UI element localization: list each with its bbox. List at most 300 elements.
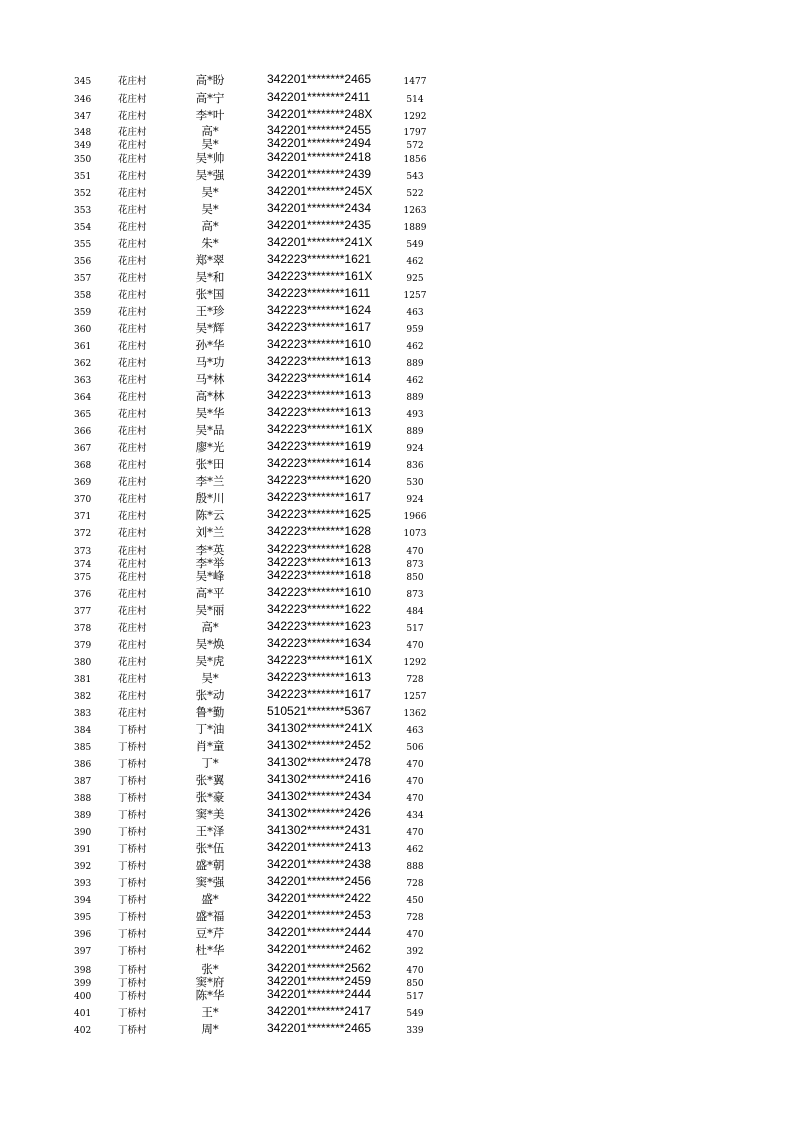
row-number: 400: [74, 992, 92, 1002]
amount-value: 470: [406, 641, 424, 651]
amount-value: 1889: [403, 223, 427, 233]
id-number: 342201********2422: [267, 891, 372, 905]
table-row: [0, 389, 793, 405]
village-name: 花庄村: [118, 443, 147, 454]
amount-value: 549: [406, 1009, 424, 1019]
person-name: 吴*强: [195, 168, 225, 182]
person-name: 肖*童: [195, 739, 225, 753]
table-row: [0, 586, 793, 602]
village-name: 花庄村: [118, 606, 147, 617]
person-name: 张*翼: [195, 773, 225, 787]
village-name: 花庄村: [118, 375, 147, 386]
id-number: 342223********1617: [267, 687, 372, 701]
village-name: 花庄村: [118, 307, 147, 318]
village-name: 丁桥村: [118, 946, 147, 957]
row-number: 370: [74, 495, 92, 505]
person-name: 刘*兰: [195, 525, 225, 539]
id-number: 342201********2456: [267, 874, 372, 888]
id-number: 342201********2435: [267, 218, 372, 232]
person-name: 盛*福: [195, 909, 225, 923]
village-name: 花庄村: [118, 392, 147, 403]
amount-value: 728: [406, 675, 424, 685]
row-number: 349: [74, 141, 92, 151]
row-number: 385: [74, 743, 92, 753]
person-name: 李*英: [195, 543, 225, 557]
row-number: 383: [74, 709, 92, 719]
person-name: 吴*帅: [195, 151, 225, 165]
id-number: 342223********1617: [267, 490, 372, 504]
village-name: 花庄村: [118, 341, 147, 352]
table-row: [0, 637, 793, 653]
table-row: [0, 440, 793, 456]
row-number: 361: [74, 342, 92, 352]
table-row: [0, 270, 793, 286]
village-name: 丁桥村: [118, 844, 147, 855]
id-number: 342201********248X: [267, 107, 373, 121]
village-name: 花庄村: [118, 528, 147, 539]
village-name: 丁桥村: [118, 759, 147, 770]
village-name: 花庄村: [118, 171, 147, 182]
row-number: 364: [74, 393, 92, 403]
person-name: 杜*华: [195, 943, 225, 957]
person-name: 吴*丽: [195, 603, 225, 617]
amount-value: 470: [406, 777, 424, 787]
table-row: [0, 569, 793, 585]
id-number: 342223********1622: [267, 602, 372, 616]
village-name: 花庄村: [118, 674, 147, 685]
village-name: 丁桥村: [118, 827, 147, 838]
row-number: 365: [74, 410, 92, 420]
row-number: 402: [74, 1026, 92, 1036]
amount-value: 450: [406, 896, 424, 906]
amount-value: 462: [406, 257, 424, 267]
village-name: 花庄村: [118, 358, 147, 369]
amount-value: 484: [406, 607, 424, 617]
row-number: 369: [74, 478, 92, 488]
table-row: [0, 423, 793, 439]
amount-value: 889: [406, 427, 424, 437]
row-number: 399: [74, 979, 92, 989]
amount-value: 1856: [403, 155, 427, 165]
person-name: 张*伍: [195, 841, 225, 855]
amount-value: 1292: [403, 658, 427, 668]
amount-value: 889: [406, 359, 424, 369]
person-name: 高*林: [195, 389, 225, 403]
row-number: 379: [74, 641, 92, 651]
person-name: 陈*云: [195, 508, 225, 522]
table-row: [0, 1005, 793, 1021]
village-name: 丁桥村: [118, 929, 147, 940]
amount-value: 543: [406, 172, 424, 182]
person-name: 吴*品: [195, 423, 225, 437]
amount-value: 959: [406, 325, 424, 335]
person-name: 孙*华: [195, 338, 225, 352]
amount-value: 728: [406, 913, 424, 923]
village-name: 花庄村: [118, 140, 147, 151]
amount-value: 1362: [403, 709, 427, 719]
id-number: 342223********1613: [267, 670, 372, 684]
village-name: 花庄村: [118, 477, 147, 488]
table-row: [0, 807, 793, 823]
row-number: 368: [74, 461, 92, 471]
village-name: 丁桥村: [118, 878, 147, 889]
table-row: [0, 892, 793, 908]
row-number: 393: [74, 879, 92, 889]
table-row: [0, 73, 793, 89]
row-number: 396: [74, 930, 92, 940]
table-row: [0, 372, 793, 388]
row-number: 357: [74, 274, 92, 284]
row-number: 363: [74, 376, 92, 386]
row-number: 401: [74, 1009, 92, 1019]
amount-value: 462: [406, 845, 424, 855]
row-number: 389: [74, 811, 92, 821]
amount-value: 873: [406, 560, 424, 570]
id-number: 341302********241X: [267, 721, 373, 735]
person-name: 廖*光: [195, 440, 225, 454]
village-name: 丁桥村: [118, 793, 147, 804]
id-number: 342201********241X: [267, 235, 373, 249]
row-number: 392: [74, 862, 92, 872]
village-name: 花庄村: [118, 494, 147, 505]
village-name: 丁桥村: [118, 1008, 147, 1019]
id-number: 342201********2453: [267, 908, 372, 922]
amount-value: 463: [406, 308, 424, 318]
person-name: 高*宁: [195, 91, 225, 105]
row-number: 378: [74, 624, 92, 634]
id-number: 342223********1610: [267, 337, 372, 351]
amount-value: 850: [406, 573, 424, 583]
id-number: 342223********161X: [267, 422, 373, 436]
table-row: [0, 321, 793, 337]
person-name: 吴*峰: [195, 569, 225, 583]
row-number: 374: [74, 560, 92, 570]
village-name: 花庄村: [118, 290, 147, 301]
village-name: 丁桥村: [118, 965, 147, 976]
amount-value: 888: [406, 862, 424, 872]
table-row: [0, 202, 793, 218]
id-number: 342223********1610: [267, 585, 372, 599]
table-row: [0, 739, 793, 755]
village-name: 花庄村: [118, 589, 147, 600]
person-name: 李*举: [195, 556, 225, 570]
village-name: 花庄村: [118, 239, 147, 250]
person-name: 丁*油: [195, 722, 225, 736]
village-name: 花庄村: [118, 572, 147, 583]
amount-value: 470: [406, 966, 424, 976]
row-number: 381: [74, 675, 92, 685]
table-row: [0, 219, 793, 235]
table-row: [0, 671, 793, 687]
id-number: 342223********1611: [267, 286, 371, 300]
row-number: 380: [74, 658, 92, 668]
table-row: [0, 841, 793, 857]
person-name: 李*兰: [195, 474, 225, 488]
amount-value: 470: [406, 828, 424, 838]
amount-value: 517: [406, 624, 424, 634]
person-name: 鲁*勤: [195, 705, 225, 719]
id-number: 342201********2455: [267, 123, 372, 137]
id-number: 342223********1613: [267, 405, 372, 419]
id-number: 342223********1618: [267, 568, 372, 582]
amount-value: 493: [406, 410, 424, 420]
row-number: 395: [74, 913, 92, 923]
village-name: 花庄村: [118, 511, 147, 522]
amount-value: 463: [406, 726, 424, 736]
id-number: 342223********1628: [267, 542, 372, 556]
table-row: [0, 773, 793, 789]
village-name: 花庄村: [118, 546, 147, 557]
table-row: [0, 705, 793, 721]
village-name: 花庄村: [118, 111, 147, 122]
row-number: 377: [74, 607, 92, 617]
id-number: 342201********2411: [267, 90, 371, 104]
village-name: 丁桥村: [118, 912, 147, 923]
id-number: 342201********2462: [267, 942, 372, 956]
person-name: 张*豪: [195, 790, 225, 804]
person-name: 殷*川: [195, 491, 225, 505]
amount-value: 873: [406, 590, 424, 600]
person-name: 丁*: [201, 756, 219, 770]
table-row: [0, 355, 793, 371]
amount-value: 924: [406, 444, 424, 454]
id-number: 342223********1625: [267, 507, 372, 521]
row-number: 356: [74, 257, 92, 267]
amount-value: 889: [406, 393, 424, 403]
id-number: 342223********1613: [267, 555, 372, 569]
village-name: 花庄村: [118, 222, 147, 233]
id-number: 342223********1613: [267, 388, 372, 402]
row-number: 376: [74, 590, 92, 600]
person-name: 高*平: [195, 586, 225, 600]
table-row: [0, 304, 793, 320]
person-name: 吴*: [201, 137, 219, 151]
amount-value: 1257: [403, 291, 427, 301]
row-number: 388: [74, 794, 92, 804]
id-number: 342223********1614: [267, 456, 372, 470]
row-number: 351: [74, 172, 92, 182]
id-number: 342223********161X: [267, 269, 373, 283]
amount-value: 517: [406, 992, 424, 1002]
person-name: 李*叶: [195, 108, 225, 122]
amount-value: 1477: [403, 77, 427, 87]
id-number: 342201********2417: [267, 1004, 372, 1018]
id-number: 342201********2434: [267, 201, 372, 215]
amount-value: 1073: [403, 529, 427, 539]
id-number: 341302********2416: [267, 772, 372, 786]
person-name: 高*: [201, 620, 219, 634]
village-name: 丁桥村: [118, 725, 147, 736]
person-name: 盛*: [201, 892, 219, 906]
amount-value: 434: [406, 811, 424, 821]
table-row: [0, 151, 793, 167]
table-row: [0, 287, 793, 303]
amount-value: 924: [406, 495, 424, 505]
table-row: [0, 654, 793, 670]
id-number: 341302********2478: [267, 755, 372, 769]
person-name: 吴*和: [195, 270, 225, 284]
row-number: 371: [74, 512, 92, 522]
id-number: 342223********1617: [267, 320, 372, 334]
person-name: 张*国: [195, 287, 225, 301]
row-number: 347: [74, 112, 92, 122]
person-name: 窦*美: [195, 807, 225, 821]
row-number: 348: [74, 128, 92, 138]
person-name: 高*: [201, 219, 219, 233]
id-number: 342201********2465: [267, 1021, 372, 1035]
village-name: 花庄村: [118, 640, 147, 651]
village-name: 丁桥村: [118, 742, 147, 753]
row-number: 382: [74, 692, 92, 702]
amount-value: 522: [406, 189, 424, 199]
row-number: 352: [74, 189, 92, 199]
amount-value: 549: [406, 240, 424, 250]
id-number: 342223********1613: [267, 354, 372, 368]
id-number: 342223********1623: [267, 619, 372, 633]
id-number: 342201********2494: [267, 136, 372, 150]
person-name: 吴*华: [195, 406, 225, 420]
id-number: 342223********1624: [267, 303, 372, 317]
amount-value: 1797: [403, 128, 427, 138]
village-name: 丁桥村: [118, 861, 147, 872]
amount-value: 850: [406, 979, 424, 989]
table-row: [0, 756, 793, 772]
person-name: 窦*强: [195, 875, 225, 889]
id-number: 510521********5367: [267, 704, 372, 718]
row-number: 350: [74, 155, 92, 165]
table-row: [0, 168, 793, 184]
row-number: 358: [74, 291, 92, 301]
table-row: [0, 722, 793, 738]
amount-value: 925: [406, 274, 424, 284]
person-name: 马*林: [195, 372, 225, 386]
id-number: 342201********245X: [267, 184, 373, 198]
table-row: [0, 253, 793, 269]
amount-value: 836: [406, 461, 424, 471]
table-row: [0, 508, 793, 524]
person-name: 吴*: [201, 202, 219, 216]
village-name: 花庄村: [118, 559, 147, 570]
id-number: 341302********2426: [267, 806, 372, 820]
village-name: 丁桥村: [118, 776, 147, 787]
row-number: 353: [74, 206, 92, 216]
id-number: 342223********1628: [267, 524, 372, 538]
village-name: 花庄村: [118, 127, 147, 138]
id-number: 341302********2452: [267, 738, 372, 752]
village-name: 花庄村: [118, 205, 147, 216]
id-number: 342201********2444: [267, 925, 372, 939]
village-name: 丁桥村: [118, 1025, 147, 1036]
amount-value: 470: [406, 547, 424, 557]
person-name: 张*动: [195, 688, 225, 702]
village-name: 丁桥村: [118, 991, 147, 1002]
table-row: [0, 1022, 793, 1038]
table-row: [0, 943, 793, 959]
id-number: 342223********1614: [267, 371, 372, 385]
person-name: 马*功: [195, 355, 225, 369]
village-name: 花庄村: [118, 256, 147, 267]
amount-value: 530: [406, 478, 424, 488]
row-number: 397: [74, 947, 92, 957]
person-name: 吴*焕: [195, 637, 225, 651]
table-row: [0, 858, 793, 874]
person-name: 张*: [201, 962, 219, 976]
table-row: [0, 926, 793, 942]
amount-value: 470: [406, 794, 424, 804]
amount-value: 470: [406, 760, 424, 770]
id-number: 342201********2444: [267, 987, 372, 1001]
table-row: [0, 474, 793, 490]
row-number: 355: [74, 240, 92, 250]
amount-value: 1257: [403, 692, 427, 702]
row-number: 373: [74, 547, 92, 557]
table-row: [0, 457, 793, 473]
id-number: 342201********2439: [267, 167, 372, 181]
id-number: 342201********2413: [267, 840, 372, 854]
row-number: 346: [74, 95, 92, 105]
village-name: 丁桥村: [118, 895, 147, 906]
table-row: [0, 406, 793, 422]
table-row: [0, 790, 793, 806]
id-number: 342223********1619: [267, 439, 372, 453]
person-name: 王*: [201, 1005, 219, 1019]
id-number: 341302********2431: [267, 823, 372, 837]
village-name: 丁桥村: [118, 978, 147, 989]
id-number: 342223********1634: [267, 636, 372, 650]
id-number: 342223********1620: [267, 473, 372, 487]
row-number: 391: [74, 845, 92, 855]
person-name: 豆*芹: [195, 926, 225, 940]
village-name: 花庄村: [118, 691, 147, 702]
person-name: 高*: [201, 124, 219, 138]
person-name: 周*: [201, 1022, 219, 1036]
village-name: 花庄村: [118, 426, 147, 437]
id-number: 342201********2438: [267, 857, 372, 871]
id-number: 342223********1621: [267, 252, 372, 266]
row-number: 394: [74, 896, 92, 906]
village-name: 丁桥村: [118, 810, 147, 821]
row-number: 354: [74, 223, 92, 233]
table-row: [0, 620, 793, 636]
table-row: [0, 688, 793, 704]
amount-value: 1292: [403, 112, 427, 122]
person-name: 张*田: [195, 457, 225, 471]
person-name: 窦*府: [195, 975, 225, 989]
person-name: 朱*: [201, 236, 219, 250]
row-number: 398: [74, 966, 92, 976]
village-name: 花庄村: [118, 657, 147, 668]
village-name: 花庄村: [118, 460, 147, 471]
amount-value: 462: [406, 342, 424, 352]
amount-value: 514: [406, 95, 424, 105]
village-name: 花庄村: [118, 623, 147, 634]
table-row: [0, 824, 793, 840]
row-number: 362: [74, 359, 92, 369]
person-name: 高*盼: [195, 73, 225, 87]
amount-value: 728: [406, 879, 424, 889]
person-name: 王*珍: [195, 304, 225, 318]
id-number: 342201********2418: [267, 150, 372, 164]
row-number: 386: [74, 760, 92, 770]
amount-value: 470: [406, 930, 424, 940]
person-name: 盛*朝: [195, 858, 225, 872]
row-number: 345: [74, 77, 92, 87]
row-number: 384: [74, 726, 92, 736]
row-number: 372: [74, 529, 92, 539]
table-row: [0, 491, 793, 507]
amount-value: 572: [406, 141, 424, 151]
village-name: 花庄村: [118, 273, 147, 284]
